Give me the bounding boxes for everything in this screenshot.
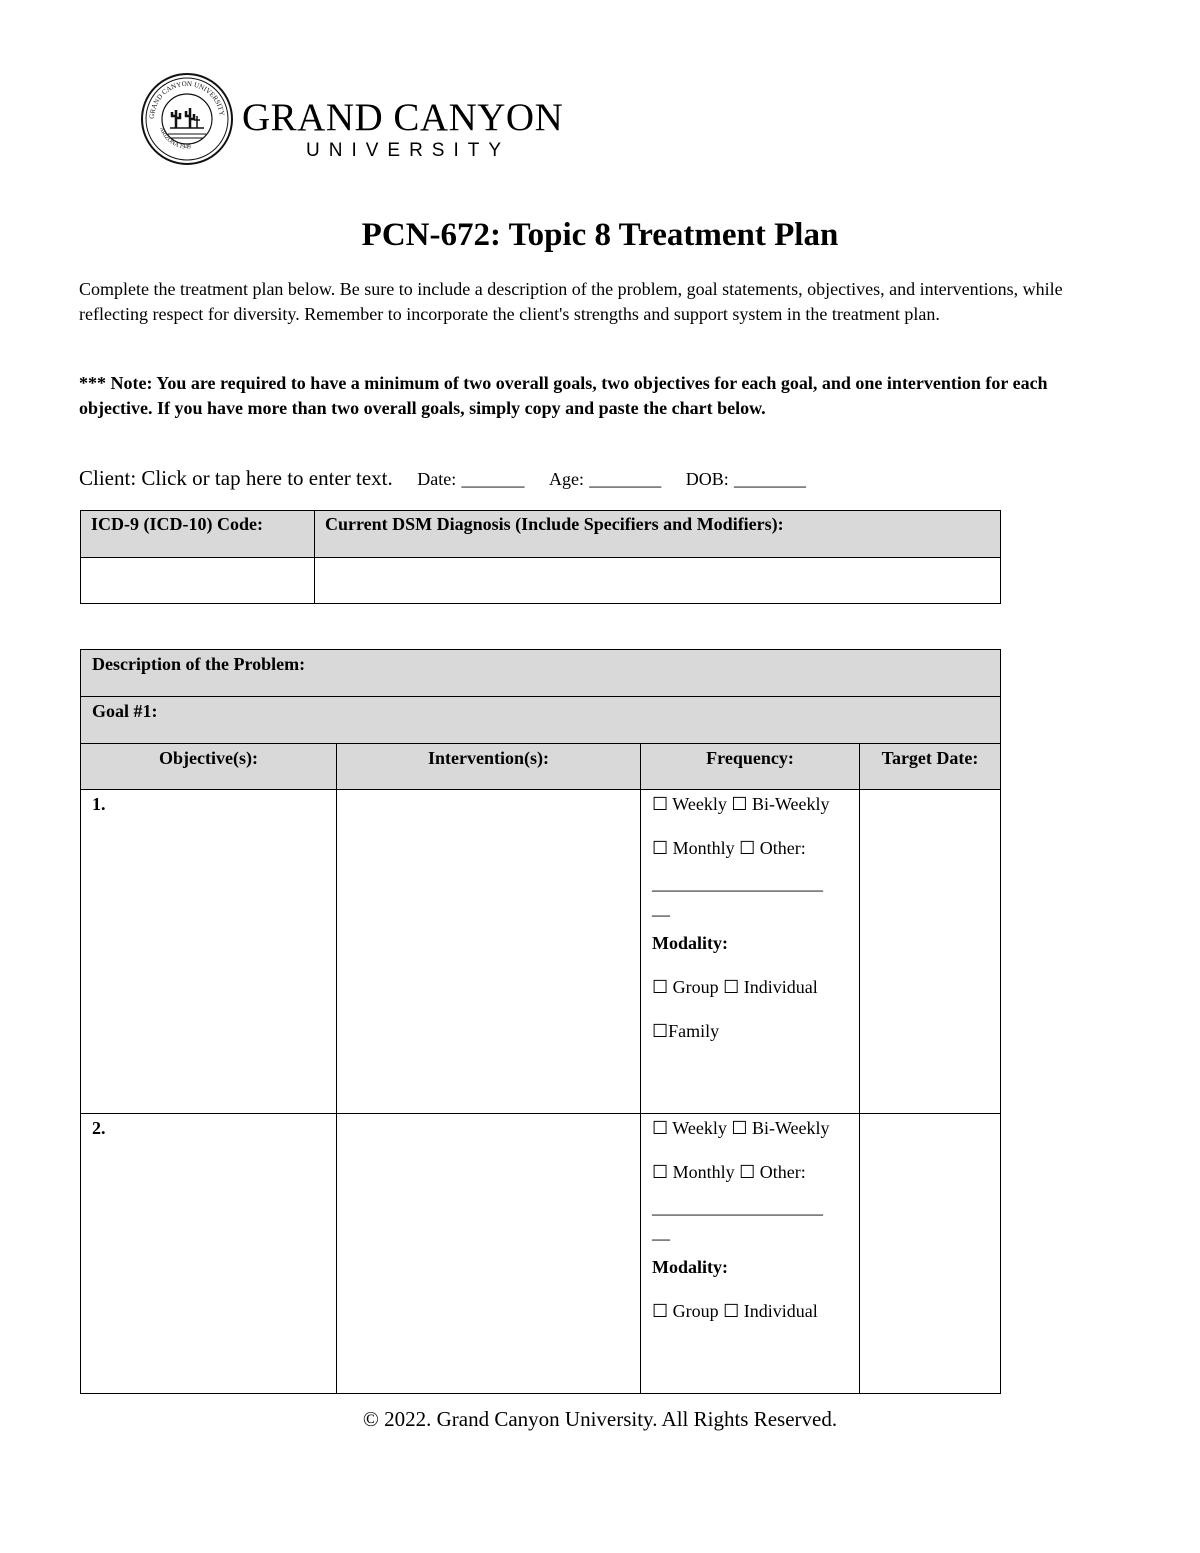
university-seal-icon: [140, 72, 234, 166]
frequency-cell: [641, 1114, 860, 1394]
university-subtitle: UNIVERSITY: [306, 140, 511, 161]
modality-label: Modality:: [652, 1257, 728, 1277]
frequency-options-monthly[interactable]: ☐ Monthly ☐ Other:: [652, 1162, 806, 1182]
dsm-diagnosis-header: Current DSM Diagnosis (Include Specifiers and Modifiers):: [315, 511, 1001, 558]
dob-field[interactable]: ________: [734, 469, 806, 489]
date-label: Date:: [417, 469, 457, 489]
page-title: PCN-672: Topic 8 Treatment Plan: [361, 217, 839, 253]
frequency-other-blank[interactable]: ___________________ __: [652, 1197, 823, 1242]
problem-description-header: Description of the Problem:: [81, 650, 1001, 697]
note-paragraph: *** Note: You are required to have a minimum of two overall goals, two objectives for each goal, and one intervention for each objective. If you have more than two overall goals, simply copy and paste the chart below.: [79, 373, 1048, 418]
table-row: [81, 1114, 1001, 1394]
client-input[interactable]: Click or tap here to enter text.: [141, 466, 393, 490]
seal-text: GRAND CANYON UNIVERSITY: [147, 79, 226, 120]
intervention-cell[interactable]: [337, 790, 641, 1114]
diagnosis-table: [80, 510, 1001, 604]
age-field[interactable]: ________: [589, 469, 662, 489]
table-row: [81, 790, 1001, 1114]
dsm-diagnosis-cell[interactable]: [315, 558, 1001, 604]
target-date-column-header: Target Date:: [860, 744, 1001, 790]
objective-cell[interactable]: 2.: [81, 1114, 337, 1394]
objective-cell[interactable]: 1.: [81, 790, 337, 1114]
frequency-options-weekly[interactable]: ☐ Weekly ☐ Bi-Weekly: [652, 794, 830, 814]
target-date-cell[interactable]: [860, 1114, 1001, 1394]
seal-sub-text: ARIZONA 1949: [158, 126, 192, 151]
frequency-options-monthly[interactable]: ☐ Monthly ☐ Other:: [652, 838, 806, 858]
target-date-cell[interactable]: [860, 790, 1001, 1114]
treatment-plan-table: [80, 649, 1001, 1394]
icd-code-header: ICD-9 (ICD-10) Code:: [81, 511, 315, 558]
modality-options[interactable]: ☐ Group ☐ Individual: [652, 977, 818, 997]
svg-text:ARIZONA 1949: [158, 127, 191, 151]
university-name: GRAND CANYON: [242, 96, 564, 139]
frequency-column-header: Frequency:: [641, 744, 860, 790]
client-info-line: [79, 464, 806, 493]
date-field[interactable]: _______: [461, 469, 525, 489]
goal-header: Goal #1:: [81, 697, 1001, 744]
dob-label: DOB:: [685, 469, 729, 489]
university-logo: [140, 72, 570, 166]
objectives-column-header: Objective(s):: [81, 744, 337, 790]
client-label: Client:: [79, 466, 137, 490]
frequency-cell: [641, 790, 860, 1114]
frequency-other-blank[interactable]: ___________________ __: [652, 873, 823, 918]
icd-code-cell[interactable]: [81, 558, 315, 604]
copyright-footer: © 2022. Grand Canyon University. All Rights Reserved.: [362, 1407, 838, 1431]
frequency-options-weekly[interactable]: ☐ Weekly ☐ Bi-Weekly: [652, 1118, 830, 1138]
modality-options[interactable]: ☐ Group ☐ Individual: [652, 1301, 818, 1321]
intro-paragraph: Complete the treatment plan below. Be sure to include a description of the problem, goal statements, objectives, and interventions, while reflecting respect for diversity. Remember to incorporate the client's strengths and support system in the treatment plan.: [79, 279, 1063, 324]
modality-family-option[interactable]: ☐Family: [652, 1021, 720, 1041]
age-label: Age:: [548, 469, 584, 489]
modality-label: Modality:: [652, 933, 728, 953]
intervention-cell[interactable]: [337, 1114, 641, 1394]
interventions-column-header: Intervention(s):: [337, 744, 641, 790]
